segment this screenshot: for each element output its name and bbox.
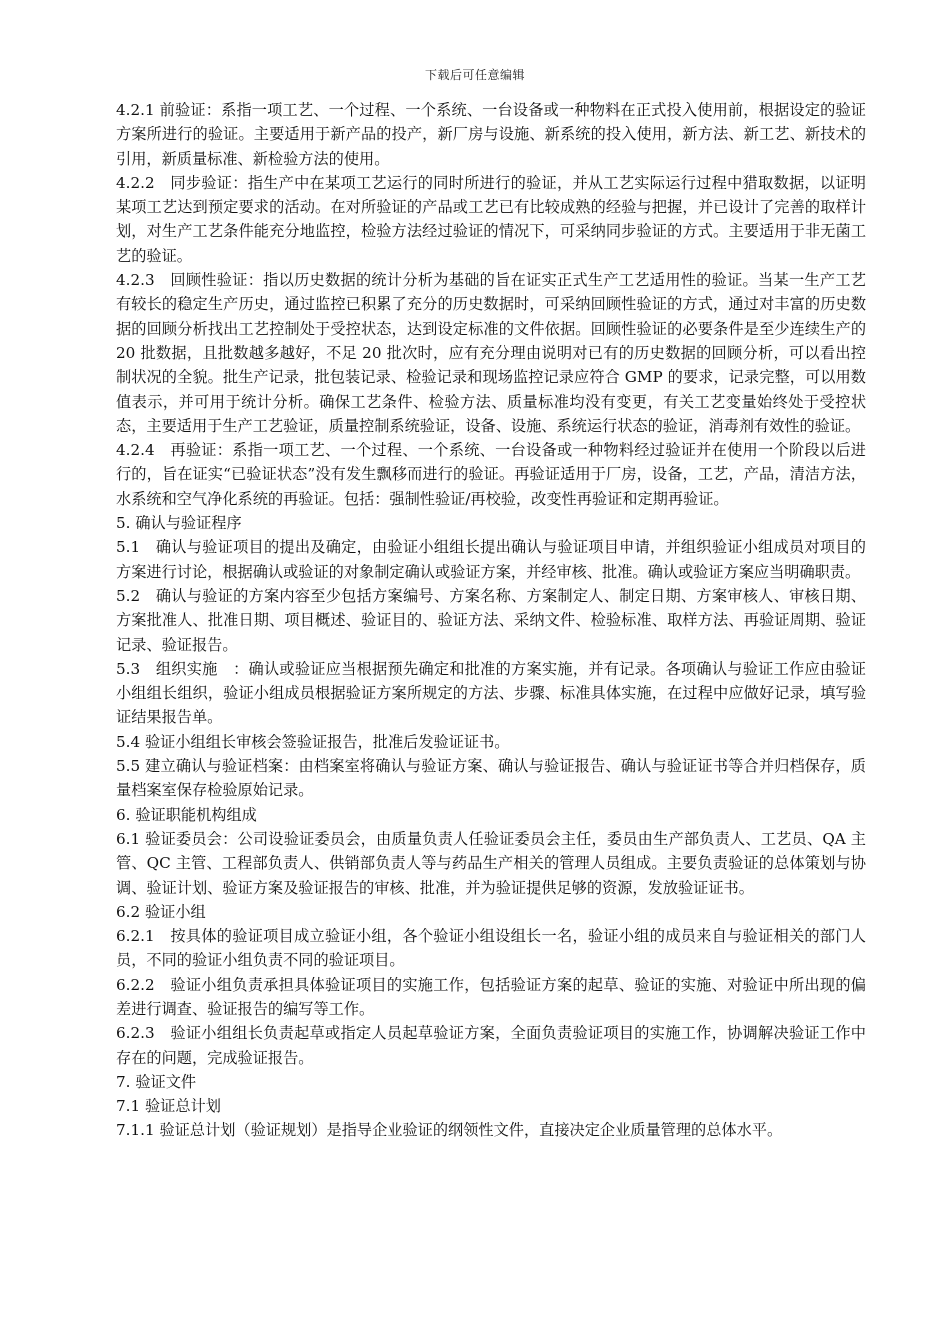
section-heading-6: 6. 验证职能机构组成 xyxy=(116,805,257,824)
subsection-heading-7-1: 7.1 验证总计划 xyxy=(116,1097,221,1116)
paragraph-5-2: 5.2 确认与验证的方案内容至少包括方案编号、方案名称、方案制定人、制定日期、方案审核人、审核日期、方案批准人、批准日期、项目概述、验证目的、验证方法、采纳文件、检验标准、取样方法、再验证周期、验证记录、验证报告。 xyxy=(116,586,866,654)
paragraph-6-1: 6.1 验证委员会：公司设验证委员会，由质量负责人任验证委员会主任，委员由生产部负责人、工艺员、QA 主管、QC 主管、工程部负责人、供销部负责人等与药品生产相关的管理人员组成。主要负责验证的总体策划与协调、验证计划、验证方案及验证报告的审核、批准，并为验证提供足够的资源，发放验证证书。 xyxy=(116,829,866,897)
section-heading-7: 7. 验证文件 xyxy=(116,1072,197,1091)
paragraph-5-4: 5.4 验证小组组长审核会签验证报告，批准后发验证证书。 xyxy=(116,732,510,751)
paragraph-4-2-2: 4.2.2 同步验证：指生产中在某项工艺运行的同时所进行的验证，并从工艺实际运行过程中猎取数据，以证明某项工艺达到预定要求的活动。在对所验证的产品或工艺已有比较成熟的经验与把握，并已设计了完善的取样计划，对生产工艺条件能充分地监控，检验方法经过验证的情况下，可采纳同步验证的方式。主要适用于非无菌工艺的验证。 xyxy=(116,173,866,265)
page-header: 下载后可任意编辑 xyxy=(424,68,525,82)
subsection-heading-6-2: 6.2 验证小组 xyxy=(116,902,206,921)
paragraph-4-2-4: 4.2.4 再验证：系指一项工艺、一个过程、一个系统、一台设备或一种物料经过验证并在使用一个阶段以后进行的，旨在证实“已验证状态”没有发生飘移而进行的验证。再验证适用于厂房，设备，工艺，产品，清洁方法，水系统和空气净化系统的再验证。包括：强制性验证/再校验，改变性再验证和定期再验证。 xyxy=(116,441,866,508)
paragraph-4-2-1: 4.2.1 前验证：系指一项工艺、一个过程、一个系统、一台设备或一种物料在正式投入使用前，根据设定的验证方案所进行的验证。主要适用于新产品的投产，新厂房与设施、新系统的投入使用，新方法、新工艺、新技术的引用，新质量标准、新检验方法的使用。 xyxy=(116,101,866,168)
paragraph-6-2-2: 6.2.2 验证小组负责承担具体验证项目的实施工作，包括验证方案的起草、验证的实施、对验证中所出现的偏差进行调查、验证报告的编写等工作。 xyxy=(116,975,866,1018)
paragraph-7-1-1: 7.1.1 验证总计划（验证规划）是指导企业验证的纲领性文件，直接决定企业质量管理的总体水平。 xyxy=(116,1121,783,1140)
paragraph-4-2-3: 4.2.3 回顾性验证：指以历史数据的统计分析为基础的旨在证实正式生产工艺适用性的验证。当某一生产工艺有较长的稳定生产历史，通过监控已积累了充分的历史数据时，可采纳回顾性验证的方式，通过对丰富的历史数据的回顾分析找出工艺控制处于受控状态，达到设定标准的文件依据。回顾性验证的必要条件是至少连续生产的 20 批数据，且批数越多越好，不足 20 批次时，应有充分理由说明对已有的历史数据的回顾分析，可以看出控制状况的全貌。批生产记录，批包装记录、检验记录和现场监控记录应符合 GMP 的要求，记录完整，可以用数值表示，并可用于统计分析。确保工艺条件、检验方法、质量标准均没有变更，有关工艺变量始终处于受控状态，主要适用于生产工艺验证，质量控制系统验证，设备、设施、系统运行状态的验证，消毒剂有效性的验证。 xyxy=(116,271,866,435)
document-body xyxy=(116,98,866,1143)
paragraph-6-2-1: 6.2.1 按具体的验证项目成立验证小组，各个验证小组设组长一名，验证小组的成员来自与验证相关的部门人员，不同的验证小组负责不同的验证项目。 xyxy=(116,927,866,970)
paragraph-5-5: 5.5 建立确认与验证档案：由档案室将确认与验证方案、确认与验证报告、确认与验证证书等合并归档保存，质量档案室保存检验原始记录。 xyxy=(116,757,866,800)
section-heading-5: 5. 确认与验证程序 xyxy=(116,514,242,533)
paragraph-6-2-3: 6.2.3 验证小组组长负责起草或指定人员起草验证方案，全面负责验证项目的实施工作，协调解决验证工作中存在的问题，完成验证报告。 xyxy=(116,1024,866,1067)
paragraph-5-3: 5.3 组织实施 ：确认或验证应当根据预先确定和批准的方案实施，并有记录。各项确认与验证工作应由验证小组组长组织，验证小组成员根据验证方案所规定的方法、步骤、标准具体实施，在过程中应做好记录，填写验证结果报告单。 xyxy=(116,659,866,727)
paragraph-5-1: 5.1 确认与验证项目的提出及确定，由验证小组组长提出确认与验证项目申请，并组织验证小组成员对项目的方案进行讨论，根据确认或验证的对象制定确认或验证方案，并经审核、批准。确认或验证方案应当明确职责。 xyxy=(116,538,866,581)
